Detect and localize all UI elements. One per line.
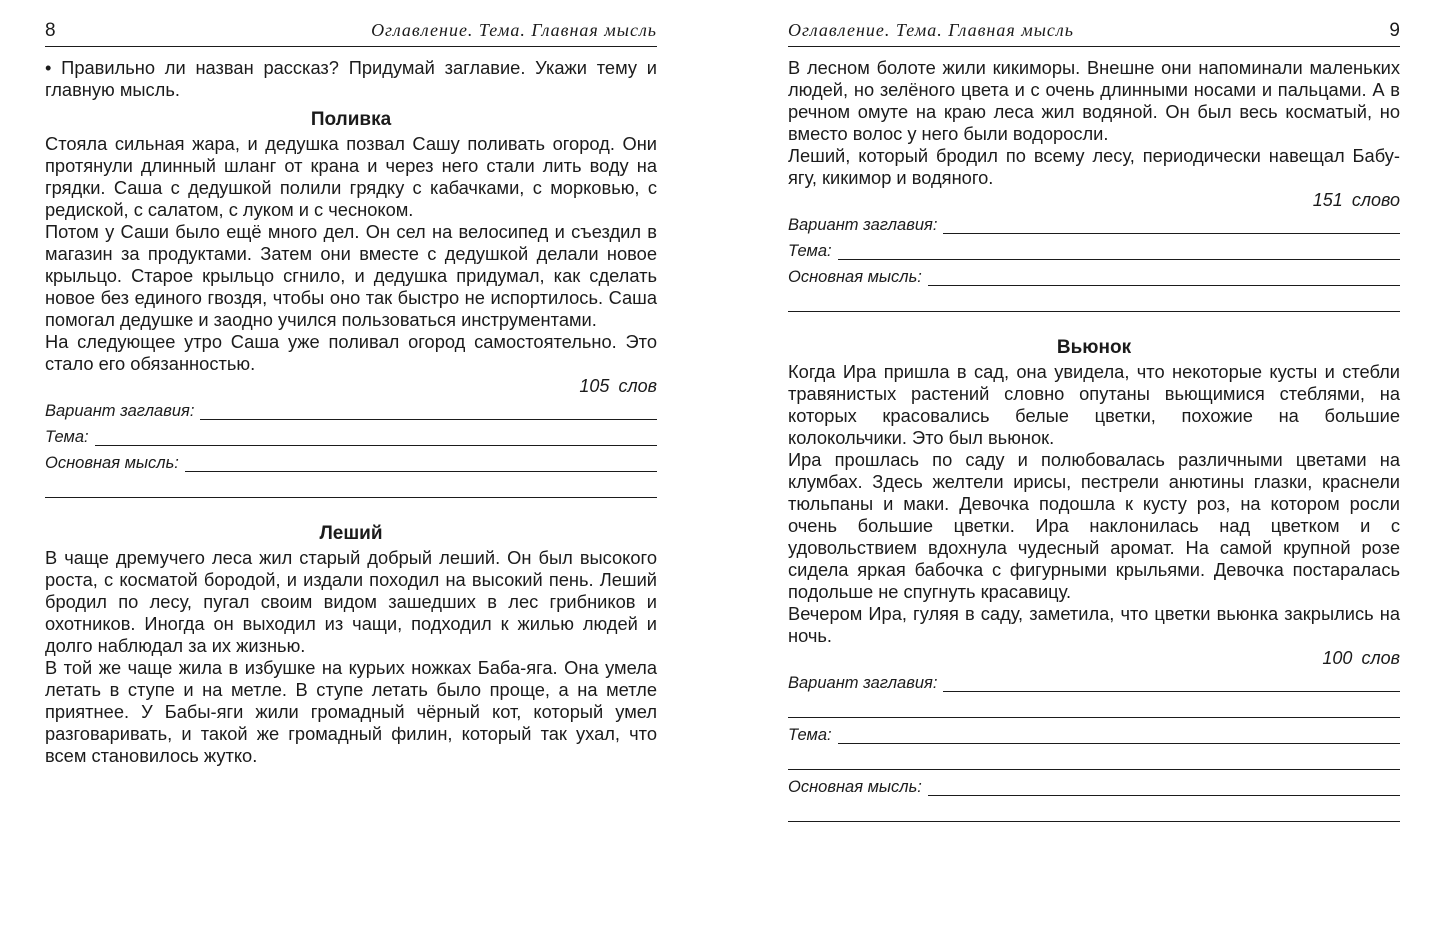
right-page — [788, 0, 1400, 936]
story-paragraph: Потом у Саши было ещё много дел. Он сел на велосипед и съездил в магазин за продуктами. Затем они вместе с дедушкой делали новое крыльцо. Старое крыльцо сгнило, и дедушка придумал, как сделать новое без единого гвоздя, чтобы оно так быстро не испортилось. Саша помогал дедушке и заодно учился пользоваться инструментами. — [45, 221, 657, 330]
answer-line — [200, 418, 657, 420]
main-idea-field[interactable] — [788, 263, 1400, 289]
answer-line — [928, 794, 1400, 796]
main-idea-field[interactable] — [788, 773, 1400, 799]
answer-line — [838, 742, 1400, 744]
theme-label: Тема: — [45, 428, 89, 446]
story-paragraph: Стояла сильная жара, и дедушка позвал Сашу поливать огород. Они протянули длинный шланг от крана и через него стали лить воду на грядки. Саша с дедушкой полили грядку с кабачками, с морковью, с редиской, с салатом, с луком и с чесноком. — [45, 133, 657, 220]
left-page — [45, 0, 657, 936]
theme-field[interactable] — [45, 423, 657, 449]
answer-line — [95, 444, 657, 446]
title-variant-field[interactable] — [788, 669, 1400, 695]
left-page-content — [45, 57, 657, 767]
story-title: Леший — [319, 523, 383, 544]
main-idea-label: Основная мысль: — [788, 778, 922, 796]
story-paragraph: В чаще дремучего леса жил старый добрый леший. Он был высокого роста, с косматой бородой, и издали походил на высокий пень. Леший бродил по лесу, пугал своим видом зашедших в лес грибников и охотников. Иногда он выходил из чащи, подходил к жилью людей и долго наблюдал за их жизнью. — [45, 547, 657, 656]
answer-line — [185, 470, 657, 472]
story-title: Вьюнок — [1056, 337, 1132, 358]
extra-answer-line[interactable] — [788, 695, 1400, 721]
extra-answer-line[interactable] — [788, 799, 1400, 825]
answer-line — [838, 258, 1400, 260]
main-idea-field[interactable] — [45, 449, 657, 475]
word-count: 100 слов — [1322, 648, 1400, 668]
story-paragraph: На следующее утро Саша уже поливал огород самостоятельно. Это стало его обязанностью. — [45, 331, 657, 374]
story-paragraph: Вечером Ира, гуляя в саду, заметила, что цветки вьюнка закрылись на ночь. — [788, 603, 1400, 646]
title-variant-label: Вариант заглавия: — [45, 402, 195, 420]
page-number: 8 — [45, 20, 56, 41]
theme-label: Тема: — [788, 726, 832, 744]
extra-answer-line[interactable] — [788, 747, 1400, 773]
story-paragraph: Леший, который бродил по всему лесу, периодически навещал Бабу-ягу, кикимор и водяного. — [788, 145, 1400, 188]
title-variant-label: Вариант заглавия: — [788, 216, 938, 234]
story-paragraph: В лесном болоте жили кикиморы. Внешне они напоминали маленьких людей, но зелёного цвета и с очень длинными носами и пальцами. А в речном омуте на краю леса жил водяной. Он был весь косматый, но вместо волос у него были водоросли. — [788, 57, 1400, 144]
page-number: 9 — [1389, 20, 1400, 41]
answer-line — [943, 690, 1400, 692]
title-variant-label: Вариант заглавия: — [788, 674, 938, 692]
answer-line — [943, 232, 1400, 234]
main-idea-label: Основная мысль: — [788, 268, 922, 286]
main-idea-label: Основная мысль: — [45, 454, 179, 472]
story-paragraph: Когда Ира пришла в сад, она увидела, что некоторые кусты и стебли травянистых растений словно опутаны вьющимися стеблями, на которых красовались белые цветки, похожие на большие колокольчики. Это был вьюнок. — [788, 361, 1400, 448]
story-title: Поливка — [310, 109, 392, 130]
theme-field[interactable] — [788, 721, 1400, 747]
title-variant-field[interactable] — [788, 211, 1400, 237]
page-header — [45, 18, 657, 47]
page-header — [788, 18, 1400, 47]
running-title: Оглавление. Тема. Главная мысль — [788, 20, 1074, 40]
right-page-content — [788, 57, 1400, 825]
running-title: Оглавление. Тема. Главная мысль — [371, 20, 657, 40]
word-count: 151 слово — [1312, 190, 1400, 210]
extra-answer-line[interactable] — [788, 289, 1400, 315]
story-paragraph: В той же чаще жила в избушке на курьих ножках Баба-яга. Она умела летать в ступе и на метле. В ступе летать было проще, а на метле приятнее. У Бабы-яги жили громадный чёрный кот, который умел разговаривать, и такой же громадный филин, который так ухал, что всем становилось жутко. — [45, 657, 657, 766]
theme-field[interactable] — [788, 237, 1400, 263]
story-paragraph: Ира прошлась по саду и полюбовалась различными цветами на клумбах. Здесь желтели ирисы, пестрели анютины глазки, краснели тюльпаны и маки. Девочка подошла к кусту роз, на котором росли очень большие цветки. Ира наклонилась над цветком и с удовольствием вдохнула чудесный аромат. На самой крупной розе сидела яркая бабочка с фигурными крыльями. Девочка постаралась подольше не спугнуть красавицу. — [788, 449, 1400, 602]
task-instruction: • Правильно ли назван рассказ? Придумай заглавие. Укажи тему и главную мысль. — [45, 57, 657, 100]
answer-line — [928, 284, 1400, 286]
extra-answer-line[interactable] — [45, 475, 657, 501]
word-count: 105 слов — [579, 376, 657, 396]
theme-label: Тема: — [788, 242, 832, 260]
title-variant-field[interactable] — [45, 397, 657, 423]
